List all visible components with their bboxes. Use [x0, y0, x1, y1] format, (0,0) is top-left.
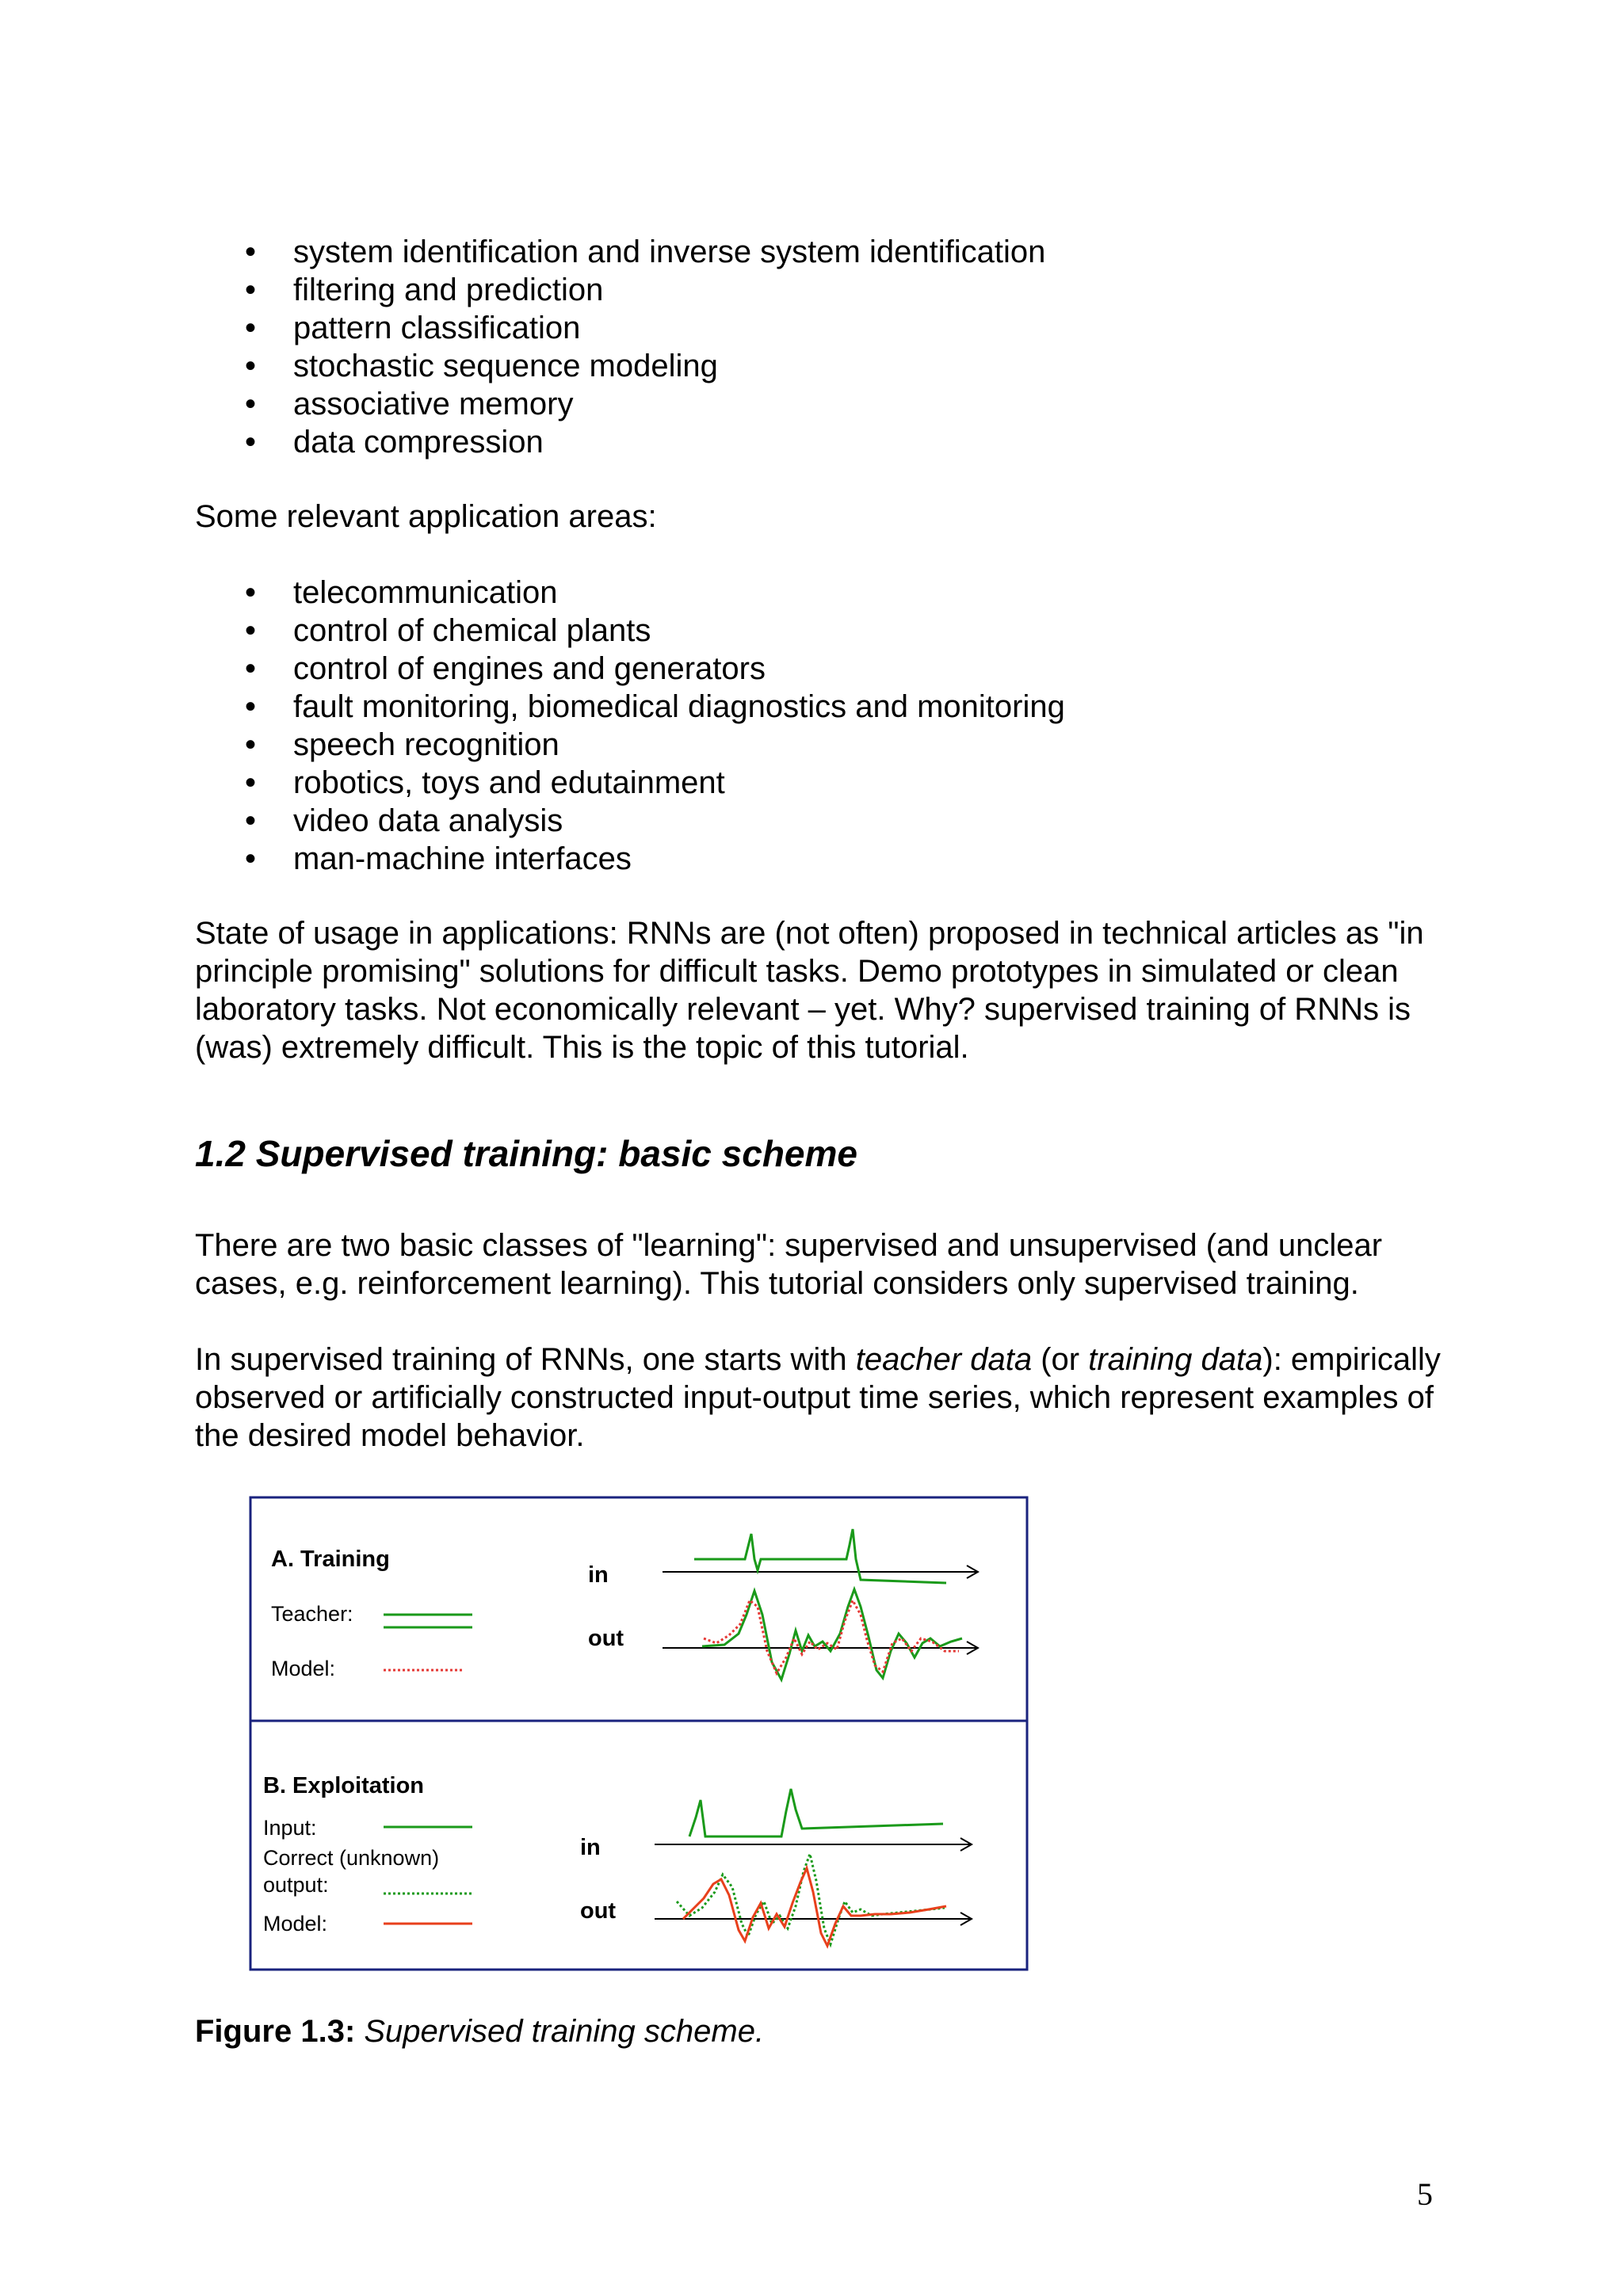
- legend-model-label: Model:: [263, 1912, 328, 1936]
- list-item: • speech recognition: [245, 727, 559, 762]
- legend-input-label: Input:: [263, 1816, 317, 1840]
- legend-correct-label: Correct (unknown): [263, 1846, 440, 1870]
- list-item: • control of engines and generators: [245, 651, 766, 686]
- legend-correct-label-line2: output:: [263, 1873, 329, 1897]
- section-heading: 1.2 Supervised training: basic scheme: [195, 1133, 857, 1174]
- panel-a-out-label: out: [588, 1626, 624, 1651]
- list-item: • fault monitoring, biomedical diagnostics and monitoring: [245, 689, 1065, 724]
- list-item: • stochastic sequence modeling: [245, 349, 718, 383]
- panel-b-out-label: out: [580, 1898, 617, 1924]
- list-item: • telecommunication: [245, 575, 558, 610]
- application-list: [0, 574, 1065, 878]
- panel-a-title: A. Training: [271, 1547, 390, 1572]
- list-item: • associative memory: [245, 387, 574, 421]
- list-item: • system identification and inverse system identification: [245, 235, 1046, 269]
- legend-teacher-label: Teacher:: [271, 1602, 353, 1626]
- state-of-usage-paragraph: State of usage in applications: RNNs are (not often) proposed in technical articles as "in principle promising" solutions for difficult tasks. Demo prototypes in simulated or clean laboratory tasks. Not economically relevant – yet. Why? supervised training of RNNs is (was) extremely difficult. This is the topic of this tutorial.: [195, 916, 1424, 1065]
- figure-caption: Figure 1.3: Supervised training scheme.: [195, 2014, 765, 2049]
- application-intro: Some relevant application areas:: [195, 499, 657, 534]
- list-item: • man-machine interfaces: [245, 841, 632, 876]
- panel-a-in-label: in: [588, 1562, 609, 1588]
- supervised-training-paragraph: In supervised training of RNNs, one starts with teacher data (or training data): empirically observed or artificially constructed input-output time series, which represent examples of the desired model behavior.: [195, 1342, 1441, 1453]
- list-item: • filtering and prediction: [245, 273, 604, 307]
- list-item: • pattern classification: [245, 311, 581, 345]
- panel-b-in-label: in: [580, 1835, 601, 1860]
- supervised-training-figure: [249, 1496, 1029, 1971]
- legend-model-label: Model:: [271, 1657, 336, 1680]
- list-item: • robotics, toys and edutainment: [245, 765, 725, 800]
- list-item: • data compression: [245, 425, 544, 460]
- list-item: • control of chemical plants: [245, 613, 651, 648]
- page-number: 5: [1417, 2176, 1433, 2212]
- list-item: • video data analysis: [245, 803, 563, 838]
- learning-classes-paragraph: There are two basic classes of "learning": supervised and unsupervised (and unclear cases, e.g. reinforcement learning). This tutorial considers only supervised training.: [195, 1228, 1383, 1301]
- task-list: [0, 233, 1045, 461]
- panel-b-title: B. Exploitation: [263, 1773, 424, 1798]
